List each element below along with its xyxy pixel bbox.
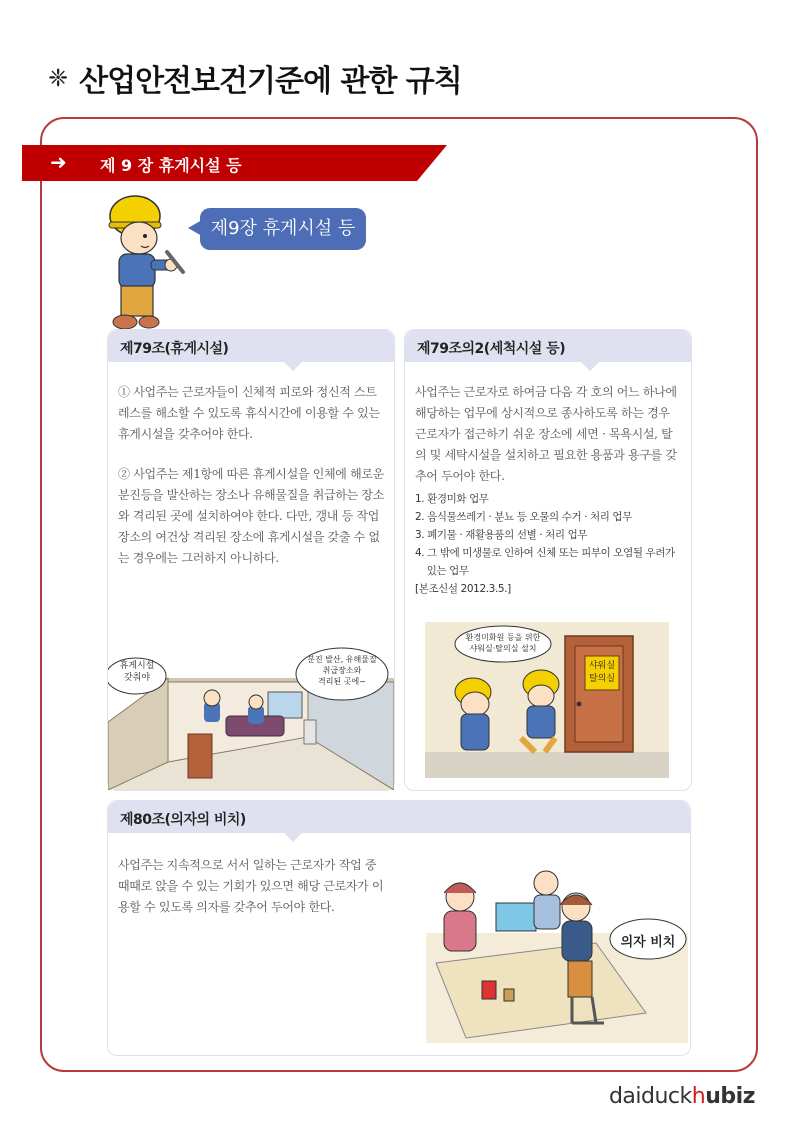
rest-room-illustration <box>108 642 394 790</box>
page-title-text: 산업안전보건기준에 관한 규칙 <box>79 64 462 99</box>
chapter-label: 제 9 장 휴게시설 등 <box>100 156 242 175</box>
illus-bubble-line: 갖춰야 <box>123 673 151 683</box>
asterisk-icon: ❈ <box>48 64 68 92</box>
article-80-title: 제80조(의자의 비치) <box>120 812 246 828</box>
article-79-2-title: 제79조의2(세척시설 등) <box>417 341 566 357</box>
door-sign-line: 탈의실 <box>588 674 616 684</box>
door-sign-line: 샤워실 <box>588 661 616 671</box>
illus-bubble-line: 환경미화원 등을 위한 <box>465 633 541 642</box>
enactment-note: [본조신설 2012.3.5.] <box>415 583 511 595</box>
daiduck-hubiz-logo <box>609 1084 755 1109</box>
article-80-paragraph: 사업주는 지속적으로 서서 일하는 근로자가 작업 중 때때로 앉을 수 있는 기회가 있으면 해당 근로자가 이용할 수 있도록 의자를 갖추어 두어야 한다. <box>118 858 384 914</box>
logo-text-accent: h <box>691 1084 706 1109</box>
article-79-header <box>108 330 394 362</box>
article-80-card <box>107 800 691 1056</box>
logo-text-post: ubiz <box>705 1084 755 1109</box>
illus-bubble-line: 격리된 곳에~ <box>318 677 366 686</box>
list-item: 4. 그 밖에 미생물로 인하여 신체 또는 피부이 오염될 우려가 <box>415 547 675 559</box>
header-notch <box>284 833 302 842</box>
article-79-paragraph-2: ② 사업주는 제1항에 따른 휴게시설을 인체에 해로운 분진등을 발산하는 장소나 유해물질을 취급하는 장소와 격리된 곳에 설치하여야 한다. 다만, 갱내 등 작업장소의 여건상 격리된 장소에 휴게시설을 갖출 수 없는 경우에는 그러하지 아니하다. <box>118 467 384 565</box>
illus-bubble-line: 취급장소와 <box>322 666 362 675</box>
chapter-banner <box>22 145 447 181</box>
article-79-2-paragraph: 사업주는 근로자로 하여금 다음 각 호의 어느 하나에 해당하는 업무에 상시적으로 종사하도록 하는 경우 근로자가 접근하기 쉬운 장소에 세면 · 목욕시설, 탈의 및 세탁시설을 설치하고 필요한 용품과 용구를 갖추어 두어야 한다. <box>415 385 677 483</box>
logo-text-pre: daiduck <box>608 1084 692 1109</box>
cashier-chair-illustration <box>426 863 688 1043</box>
illus-bubble-line: 샤워실·탈의실 설치 <box>469 644 537 653</box>
list-item: 3. 폐기물 · 재활용품의 선별 · 처리 업무 <box>415 529 588 541</box>
article-79-title: 제79조(휴게시설) <box>120 341 229 357</box>
illus-bubble-line: 휴게시설 <box>119 661 155 671</box>
illus-bubble-chair: 의자 비치 <box>620 935 676 950</box>
article-79-paragraph-1: ① 사업주는 근로자들이 신체적 피로와 정신적 스트레스를 해소할 수 있도록 휴식시간에 이용할 수 있는 휴게시설을 갖추어야 한다. <box>118 385 380 441</box>
worker-mascot-illustration <box>105 192 190 332</box>
list-item: 있는 업무 <box>415 565 469 577</box>
shower-room-illustration <box>425 622 669 778</box>
article-79-card <box>107 329 395 791</box>
page-title <box>48 56 462 100</box>
article-79-2-card <box>404 329 692 791</box>
article-80-header <box>108 801 690 833</box>
speech-bubble: 제9장 휴게시설 등 <box>200 208 366 250</box>
header-notch <box>581 362 599 371</box>
illus-bubble-line: 분진 발산, 유해물질 <box>307 655 377 664</box>
article-79-2-header <box>405 330 691 362</box>
header-notch <box>284 362 302 371</box>
list-item: 2. 음식물쓰레기 · 분뇨 등 오물의 수거 · 처리 업무 <box>415 511 632 523</box>
article-79-2-list <box>415 490 691 598</box>
list-item: 1. 환경미화 업무 <box>415 493 489 505</box>
arrow-right-icon: ➜ <box>50 150 67 174</box>
